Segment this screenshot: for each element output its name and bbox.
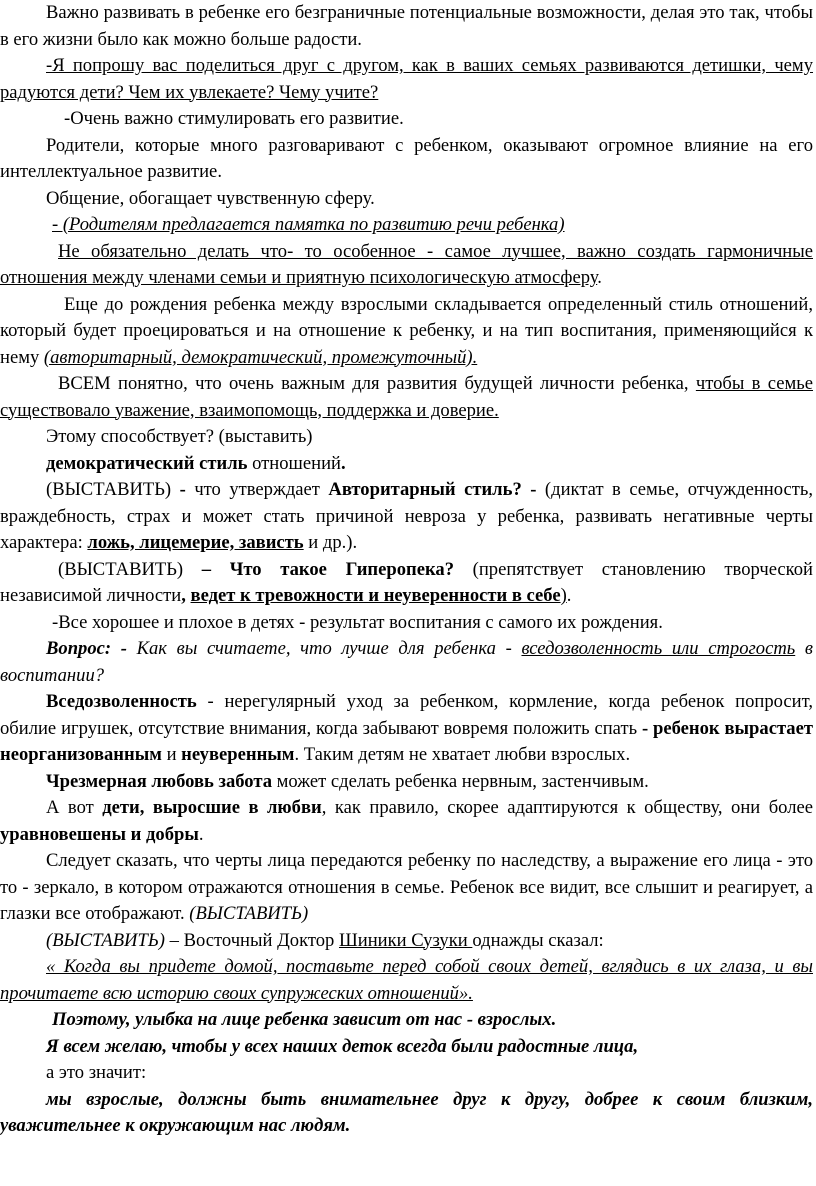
text: (ВЫСТАВИТЬ): [58, 558, 202, 580]
text-bold: Авторитарный стиль? -: [328, 479, 537, 500]
text: что утверждает: [194, 479, 329, 500]
text-bold-underlined: ложь, лицемерие, зависть: [87, 532, 304, 553]
text-bold-underlined: ведет к тревожности и неуверенности в себе: [190, 585, 561, 606]
paragraph-stimulate: [0, 106, 813, 133]
text: а это значит:: [46, 1062, 147, 1083]
text: « Когда вы придете домой, поставьте перед собой своих детей, вглядись в их глаза, и вы прочитаете всю историю своих супружеских отношений».: [0, 956, 813, 1004]
paragraph-parents-talk: [0, 133, 813, 186]
text-bold: Вседозволенность: [46, 691, 197, 712]
paragraph-style-relations: [0, 292, 813, 372]
text: .: [340, 452, 346, 474]
paragraph-smile: [0, 1007, 813, 1034]
text: Как вы считаете, что лучше для ребенка -: [136, 638, 522, 659]
paragraph-quote: [0, 954, 813, 1007]
text-bold: Чрезмерная любовь забота: [46, 770, 273, 792]
text: Важно развивать в ребенке его безграничные потенциальные возможности, делая это так, чтобы в его жизни было как можно больше радости.: [0, 2, 813, 50]
paragraph-doctor: [0, 928, 813, 955]
text: может сделать ребенка нервным, застенчивым.: [272, 770, 649, 792]
text: Общение, обогащает чувственную сферу.: [46, 187, 375, 209]
text: - (Родителям предлагается памятка по развитию речи ребенка): [52, 214, 565, 235]
text: Следует сказать, что черты лица передаются ребенку по наследству, а выражение его лица - это то - зеркало, в котором отражаются отношения в семье. Ребенок все видит, все слышит и реагирует, а глазки все отображают.: [0, 850, 813, 924]
paragraph-children-love: [0, 795, 813, 848]
text: Еще до рождения ребенка между взрослыми складывается определенный стиль отношений, который будет проецироваться и на отношение к ребенку, и на тип воспитания, применяющийся к нему: [0, 293, 813, 368]
text: –: [201, 558, 230, 580]
text-underlined: Не обязательно делать что- то особенное - самое лучшее, важно создать гармоничные отношения между членами семьи и приятную психологическую атмосферу: [0, 240, 813, 288]
paragraph-respect: [0, 371, 813, 424]
paragraph-communication: [0, 186, 813, 213]
paragraph-authoritarian: [0, 477, 813, 557]
paragraph-contributes: [0, 424, 813, 451]
paragraph-intro: [0, 0, 813, 53]
paragraph-conclusion: [0, 1087, 813, 1140]
text-italic: (ВЫСТАВИТЬ): [46, 929, 165, 951]
paragraph-memo: [0, 212, 813, 239]
text-bold: демократический стиль: [46, 452, 248, 474]
text: (диктат в семье, отчужденность, враждебность, страх и может стать причиной невроза у ребенка, развивать негативные черты характера:: [0, 479, 814, 553]
text-styles-list: (авторитарный, демократический, промежуточный).: [43, 346, 478, 368]
text-underlined: чтобы в семье существовало уважение, взаимопомощь, поддержка и доверие.: [0, 373, 813, 421]
text-underlined: Шиники Сузуки: [338, 929, 473, 951]
paragraph-question-share: [0, 53, 813, 106]
text: -Очень важно стимулировать его развитие.: [64, 108, 404, 129]
text: .: [566, 585, 572, 606]
text-italic: (ВЫСТАВИТЬ): [184, 903, 309, 924]
paragraph-democratic: [0, 451, 813, 478]
text: ): [560, 585, 567, 606]
text-bold: - ребенок вырастает неорганизованным: [0, 717, 813, 765]
text: Этому способствует? (выставить): [46, 426, 313, 447]
text-bold: Вопрос: -: [46, 638, 137, 659]
text: в воспитании?: [0, 638, 813, 686]
text: А вот: [46, 797, 103, 818]
text: Родители, которые много разговаривают с ребенком, оказывают огромное влияние на его интеллектуальное развитие.: [0, 134, 813, 182]
text: мы взрослые, должны быть внимательнее друг к другу, добрее к своим близким, уважительнее к окружающим нас людям.: [0, 1088, 813, 1136]
text: -Я попрошу вас поделиться друг с другом, как в ваших семьях развиваются детишки, чему радуются дети? Чем их увлекаете? Чему учите?: [0, 55, 813, 103]
text: ВСЕМ понятно, что очень важным для развития будущей личности ребенка,: [58, 373, 696, 394]
paragraph-face-mirror: [0, 848, 813, 928]
text: (ВЫСТАВИТЬ): [46, 479, 180, 500]
text-bold: неуверенным: [181, 744, 295, 765]
text: отношений: [247, 452, 341, 474]
paragraph-question: [0, 636, 813, 689]
text: , как правило, скорее адаптируются к обществу, они более: [321, 797, 813, 818]
paragraph-harmony: [0, 239, 813, 292]
text: .: [198, 823, 204, 845]
text: .: [597, 267, 602, 288]
text-bold: Что такое Гиперопека?: [229, 558, 473, 580]
text: (препятствует становлению творческой независимой личности: [0, 558, 813, 606]
text-bold: дети, выросшие в любви: [102, 797, 322, 818]
text: – Восточный Доктор: [164, 929, 339, 951]
text: однажды сказал:: [472, 929, 604, 951]
paragraph-wish: [0, 1034, 813, 1061]
paragraph-overprotection: [0, 557, 813, 610]
paragraph-permissiveness: [0, 689, 813, 769]
text-bold: уравновешены и добры: [0, 823, 199, 845]
text: . Таким детям не хватает любви взрослых.: [294, 744, 631, 765]
text: Поэтому, улыбка на лице ребенка зависит от нас - взрослых.: [52, 1009, 557, 1030]
text-underlined: вседозволенность или строгость: [521, 638, 796, 659]
text: -Все хорошее и плохое в детях - результат воспитания с самого их рождения.: [52, 611, 663, 633]
text: ,: [181, 585, 191, 606]
paragraph-good-bad: [0, 610, 813, 637]
text: - нерегулярный уход за ребенком, кормление, когда ребенок попросит, обилие игрушек, отсутствие внимания, когда забывают вовремя положить спать: [0, 691, 813, 739]
text: -: [179, 479, 195, 500]
paragraph-excessive-love: [0, 769, 813, 796]
paragraph-means: [0, 1060, 813, 1087]
text: и др.).: [303, 532, 358, 553]
text: Я всем желаю, чтобы у всех наших деток всегда были радостные лица,: [46, 1035, 639, 1057]
text: и: [161, 744, 182, 765]
